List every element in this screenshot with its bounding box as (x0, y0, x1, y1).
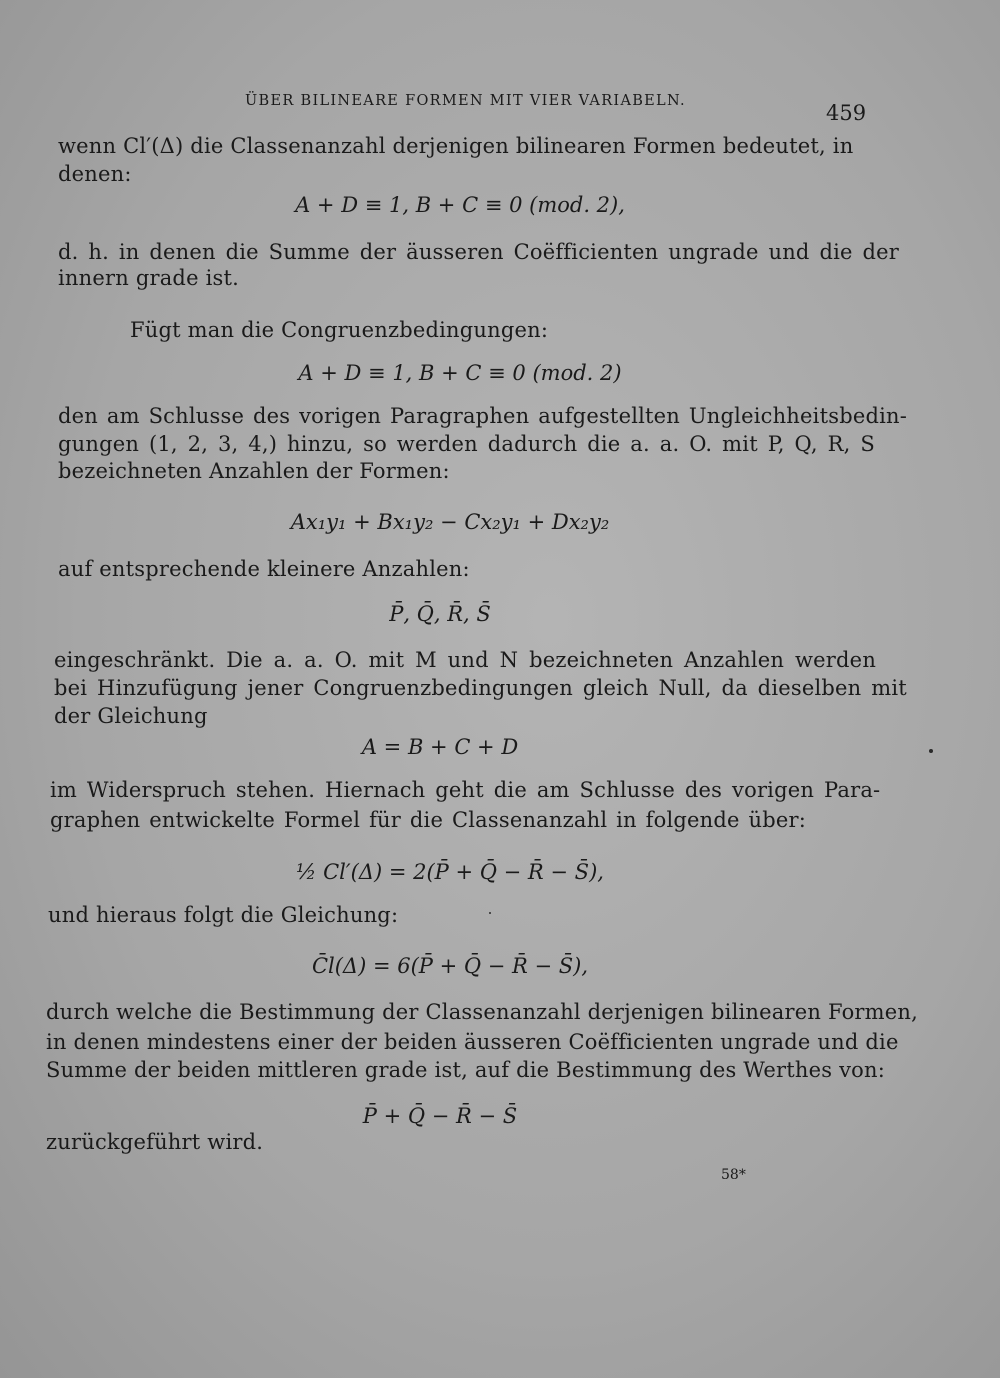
text-line: im Widerspruch stehen. Hiernach geht die am Schlusse des vorigen Para- (50, 778, 881, 802)
text-line: gungen (1, 2, 3, 4,) hinzu, so werden dadurch die a. a. O. mit P, Q, R, S (58, 432, 876, 456)
text-line: bezeichneten Anzahlen der Formen: (58, 459, 450, 483)
scan-speck (929, 749, 933, 753)
page-number: 459 (826, 101, 867, 125)
text-line: innern grade ist. (58, 266, 239, 290)
formula-congruence: A + D ≡ 1, B + C ≡ 0 (mod. 2) (298, 361, 622, 385)
running-title: ÜBER BILINEARE FORMEN MIT VIER VARIABELN. (245, 93, 686, 109)
signature-mark: 58* (721, 1167, 746, 1183)
formula-bilinear-form: Ax₁y₁ + Bx₁y₂ − Cx₂y₁ + Dx₂y₂ (290, 510, 610, 534)
text-line: durch welche die Bestimmung der Classenanzahl derjenigen bilinearen Formen, (46, 1000, 919, 1024)
text-line: Fügt man die Congruenzbedingungen: (130, 318, 549, 342)
scan-speck (489, 912, 491, 914)
text-line: eingeschränkt. Die a. a. O. mit M und N bezeichneten Anzahlen werden (54, 648, 877, 672)
text-line: den am Schlusse des vorigen Paragraphen aufgestellten Ungleichheitsbedin- (58, 404, 908, 428)
text-line: graphen entwickelte Formel für die Classenanzahl in folgende über: (50, 808, 807, 832)
text-line: d. h. in denen die Summe der äusseren Coëfficienten ungrade und die der (58, 240, 900, 264)
formula-value: P̄ + Q̄ − R̄ − S̄ (362, 1104, 518, 1128)
formula-congruence: A + D ≡ 1, B + C ≡ 0 (mod. 2), (295, 193, 625, 217)
text-line: denen: (58, 162, 132, 186)
text-line: Summe der beiden mittleren grade ist, auf die Bestimmung des Werthes von: (46, 1058, 885, 1082)
text-line: in denen mindestens einer der beiden äusseren Coëfficienten ungrade und die (46, 1030, 899, 1054)
text-line: auf entsprechende kleinere Anzahlen: (58, 557, 470, 581)
formula-class-number-bar: C̄l(Δ) = 6(P̄ + Q̄ − R̄ − S̄), (311, 954, 589, 978)
formula-class-number: ½ Cl′(Δ) = 2(P̄ + Q̄ − R̄ − S̄), (296, 860, 604, 884)
formula-counts: P̄, Q̄, R̄, S̄ (389, 602, 491, 626)
text-line: und hieraus folgt die Gleichung: (48, 903, 399, 927)
text-line: bei Hinzufügung jener Congruenzbedingungen gleich Null, da dieselben mit (54, 676, 907, 700)
formula-equation: A = B + C + D (361, 735, 519, 759)
text-line: zurückgeführt wird. (46, 1130, 264, 1154)
text-line: der Gleichung (54, 704, 208, 728)
text-line: wenn Cl′(Δ) die Classenanzahl derjenigen bilinearen Formen bedeutet, in (58, 134, 854, 158)
